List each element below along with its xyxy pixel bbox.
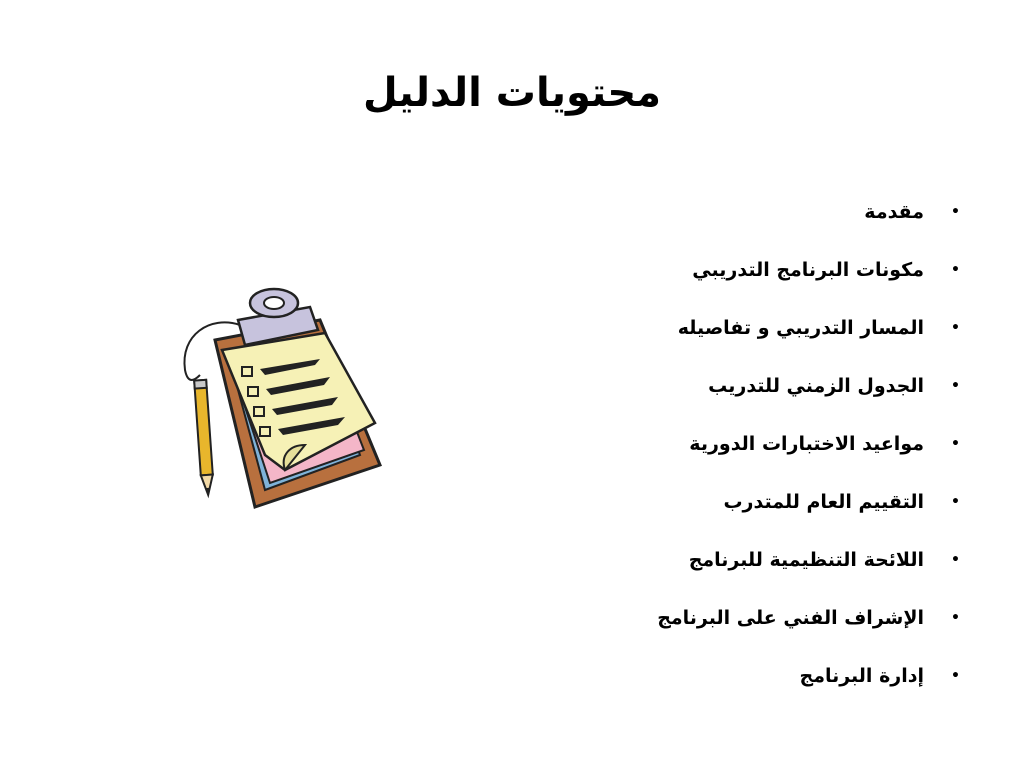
list-item-label: المسار التدريبي و تفاصيله [677, 317, 924, 339]
list-item [404, 590, 964, 648]
contents-list [404, 184, 964, 706]
bullet-icon: • [951, 552, 960, 568]
list-item [404, 532, 964, 590]
list-item [404, 648, 964, 706]
bullet-icon: • [951, 494, 960, 510]
list-item-label: مواعيد الاختبارات الدورية [689, 433, 924, 455]
bullet-icon: • [951, 436, 960, 452]
list-item [404, 300, 964, 358]
list-item-label: إدارة البرنامج [799, 665, 924, 687]
list-item [404, 242, 964, 300]
list-item [404, 358, 964, 416]
list-item [404, 184, 964, 242]
clipboard-checklist-icon [170, 285, 390, 510]
page-title: محتويات الدليل [362, 70, 662, 116]
list-item-label: الإشراف الفني على البرنامج [657, 607, 924, 629]
bullet-icon: • [951, 204, 960, 220]
bullet-icon: • [951, 378, 960, 394]
list-item-label: اللائحة التنظيمية للبرنامج [688, 549, 924, 571]
list-item [404, 416, 964, 474]
bullet-icon: • [951, 610, 960, 626]
list-item-label: التقييم العام للمتدرب [723, 491, 924, 513]
bullet-icon: • [951, 668, 960, 684]
list-item [404, 474, 964, 532]
bullet-icon: • [951, 320, 960, 336]
list-item-label: مقدمة [864, 201, 924, 223]
bullet-icon: • [951, 262, 960, 278]
list-item-label: الجدول الزمني للتدريب [708, 375, 924, 397]
list-item-label: مكونات البرنامج التدريبي [692, 259, 924, 281]
